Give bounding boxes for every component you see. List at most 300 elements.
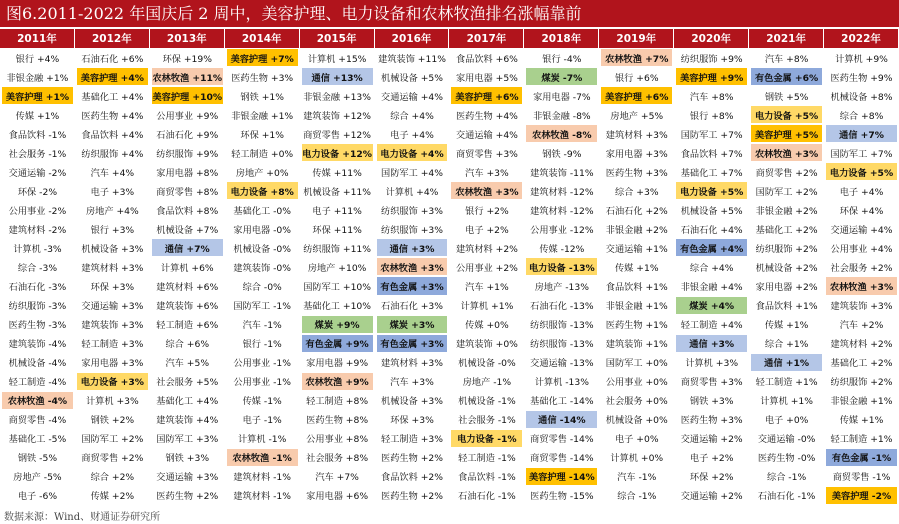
industry-cell: 医药生物 +3% xyxy=(231,72,294,84)
industry-cell: 钢铁 +2% xyxy=(90,415,135,427)
industry-cell: 石油石化 +3% xyxy=(381,301,443,313)
industry-cell: 商贸零售 +3% xyxy=(680,377,743,389)
industry-cell: 纺织服饰 +3% xyxy=(381,205,443,217)
industry-cell: 农林牧渔 +3% xyxy=(377,258,448,275)
industry-cell: 房地产 +5% xyxy=(610,110,664,122)
industry-cell: 基础化工 -0% xyxy=(233,205,291,217)
industry-cell: 农林牧渔 -8% xyxy=(526,125,597,142)
industry-cell: 医药生物 +1% xyxy=(605,320,668,332)
industry-cell: 有色金属 +3% xyxy=(377,277,448,294)
industry-cell: 建筑装饰 +3% xyxy=(830,301,893,313)
industry-cell: 石油石化 +4% xyxy=(680,224,743,236)
industry-cell: 环保 +11% xyxy=(312,224,362,236)
industry-cell: 纺织服饰 +2% xyxy=(830,377,893,389)
industry-cell: 农林牧渔 +11% xyxy=(152,68,223,85)
industry-cell: 轻工制造 +4% xyxy=(680,320,743,332)
industry-cell: 银行 +2% xyxy=(465,205,509,217)
industry-cell: 电子 +0% xyxy=(764,415,809,427)
industry-cell: 传媒 +1% xyxy=(764,320,809,332)
industry-cell: 美容护理 -2% xyxy=(826,487,897,504)
industry-cell: 环保 +3% xyxy=(90,282,135,293)
column-header-year: 2012年 xyxy=(75,29,150,48)
industry-cell: 公用事业 +9% xyxy=(156,110,219,122)
industry-cell: 通信 +3% xyxy=(377,239,448,256)
industry-cell: 医药生物 +2% xyxy=(381,453,443,465)
industry-cell: 建筑材料 +3% xyxy=(381,358,443,370)
column-header-year: 2016年 xyxy=(375,29,450,48)
industry-cell: 房地产 -13% xyxy=(534,282,589,293)
industry-cell: 电子 +11% xyxy=(312,205,362,217)
industry-cell: 基础化工 +10% xyxy=(303,301,372,313)
industry-cell: 交通运输 +4% xyxy=(455,129,518,141)
industry-cell: 食品饮料 +1% xyxy=(605,282,668,293)
industry-cell: 轻工制造 +1% xyxy=(755,377,818,389)
industry-cell: 美容护理 +10% xyxy=(152,87,223,104)
industry-cell: 非银金融 -8% xyxy=(533,110,591,122)
industry-cell: 食品饮料 -1% xyxy=(8,129,67,141)
industry-cell: 食品饮料 +6% xyxy=(455,53,518,65)
industry-cell: 轻工制造 +3% xyxy=(81,339,144,351)
industry-cell: 机械设备 +0% xyxy=(605,415,668,427)
industry-cell: 医药生物 +8% xyxy=(306,415,369,427)
industry-cell: 机械设备 -0% xyxy=(458,358,516,370)
industry-cell: 石油石化 -1% xyxy=(757,491,816,503)
industry-cell: 汽车 +3% xyxy=(390,377,434,389)
industry-cell: 钢铁 -5% xyxy=(17,453,58,465)
industry-cell: 建筑材料 +6% xyxy=(156,282,219,293)
industry-cell: 建筑装饰 -4% xyxy=(8,339,67,351)
industry-cell: 纺织服饰 -13% xyxy=(530,320,594,332)
industry-cell: 银行 -4% xyxy=(542,53,582,65)
industry-cell: 机械设备 +11% xyxy=(303,186,372,198)
industry-cell: 医药生物 -15% xyxy=(530,491,594,503)
industry-cell: 公用事业 -2% xyxy=(8,205,67,217)
industry-cell: 商贸零售 -14% xyxy=(530,453,594,465)
industry-cell: 非银金融 +1% xyxy=(605,301,668,313)
industry-cell: 基础化工 +7% xyxy=(680,167,743,179)
industry-cell: 商贸零售 -4% xyxy=(8,415,67,427)
industry-cell: 交通运输 +3% xyxy=(156,472,219,484)
industry-cell: 轻工制造 +3% xyxy=(381,434,443,446)
industry-cell: 银行 +4% xyxy=(15,53,60,65)
industry-cell: 医药生物 +2% xyxy=(381,491,443,503)
column-header-year: 2022年 xyxy=(824,29,899,48)
industry-cell: 商贸零售 +8% xyxy=(156,186,219,198)
industry-cell: 国防军工 +10% xyxy=(303,282,372,293)
industry-cell: 医药生物 +3% xyxy=(605,167,668,179)
industry-cell: 国防军工 -1% xyxy=(233,301,291,313)
industry-cell: 电子 -1% xyxy=(242,415,282,427)
industry-cell: 机械设备 +3% xyxy=(381,396,443,408)
industry-cell: 建筑装饰 +0% xyxy=(455,339,518,351)
industry-cell: 综合 +3% xyxy=(614,186,659,198)
industry-cell: 国防军工 +3% xyxy=(156,434,219,446)
industry-cell: 食品饮料 +7% xyxy=(680,148,743,160)
industry-cell: 轻工制造 -1% xyxy=(458,453,516,465)
industry-cell: 机械设备 +8% xyxy=(830,91,893,103)
industry-cell: 钢铁 +1% xyxy=(240,91,284,103)
ranking-table xyxy=(0,29,899,505)
industry-cell: 美容护理 +6% xyxy=(451,87,522,104)
column-header-year: 2013年 xyxy=(150,29,225,48)
industry-cell: 建筑材料 +3% xyxy=(605,129,668,141)
industry-cell: 汽车 +8% xyxy=(689,91,734,103)
industry-cell: 美容护理 +7% xyxy=(227,49,298,66)
industry-cell: 计算机 -1% xyxy=(238,434,287,446)
industry-cell: 建筑材料 -12% xyxy=(530,205,594,217)
industry-cell: 计算机 +0% xyxy=(610,453,664,465)
industry-cell: 环保 +3% xyxy=(390,415,434,427)
industry-cell: 纺织服饰 +2% xyxy=(755,243,818,255)
industry-cell: 医药生物 -0% xyxy=(757,453,816,465)
industry-cell: 公用事业 -12% xyxy=(530,224,594,236)
industry-cell: 环保 -2% xyxy=(17,186,58,198)
industry-cell: 基础化工 -14% xyxy=(530,396,594,408)
industry-cell: 汽车 +3% xyxy=(465,167,509,179)
industry-cell: 传媒 +0% xyxy=(465,320,509,332)
industry-cell: 纺织服饰 +4% xyxy=(81,148,144,160)
industry-cell: 国防军工 +2% xyxy=(81,434,144,446)
industry-cell: 汽车 +2% xyxy=(839,320,884,332)
industry-cell: 商贸零售 +2% xyxy=(81,453,144,465)
industry-cell: 美容护理 +9% xyxy=(676,68,747,85)
industry-cell: 公用事业 +2% xyxy=(455,262,518,274)
industry-cell: 综合 +4% xyxy=(390,110,434,122)
industry-cell: 汽车 +1% xyxy=(465,282,509,293)
industry-cell: 食品饮料 +2% xyxy=(381,472,443,484)
industry-cell: 煤炭 +9% xyxy=(302,316,373,333)
industry-cell: 医药生物 +2% xyxy=(156,491,219,503)
industry-cell: 家用电器 +9% xyxy=(306,358,369,370)
industry-cell: 银行 +6% xyxy=(614,72,659,84)
industry-cell: 石油石化 -3% xyxy=(8,282,67,293)
industry-cell: 建筑装饰 +11% xyxy=(378,53,446,65)
industry-cell: 家用电器 +2% xyxy=(755,282,818,293)
industry-cell: 通信 +3% xyxy=(676,335,747,352)
industry-cell: 房地产 +0% xyxy=(235,167,289,179)
industry-cell: 综合 +2% xyxy=(90,472,135,484)
industry-cell: 食品饮料 +1% xyxy=(755,301,818,313)
industry-cell: 国防军工 +4% xyxy=(381,167,443,179)
industry-cell: 汽车 +8% xyxy=(764,53,809,65)
industry-cell: 环保 +1% xyxy=(240,129,284,141)
industry-cell: 建筑材料 +2% xyxy=(455,243,518,255)
industry-cell: 美容护理 +1% xyxy=(2,87,73,104)
industry-cell: 轻工制造 +8% xyxy=(306,396,369,408)
industry-cell: 电力设备 +5% xyxy=(826,163,897,180)
industry-cell: 电力设备 +4% xyxy=(377,144,448,161)
industry-cell: 建筑材料 -2% xyxy=(8,224,67,236)
industry-cell: 医药生物 +4% xyxy=(81,110,144,122)
industry-cell: 轻工制造 +0% xyxy=(231,148,294,160)
industry-cell: 机械设备 -0% xyxy=(233,243,291,255)
industry-cell: 通信 +13% xyxy=(302,68,373,85)
industry-cell: 纺织服饰 -3% xyxy=(8,301,67,313)
industry-cell: 计算机 +6% xyxy=(160,262,214,274)
industry-cell: 综合 +8% xyxy=(839,110,884,122)
industry-cell: 计算机 -13% xyxy=(534,377,589,389)
industry-cell: 交通运输 +2% xyxy=(680,491,743,503)
industry-cell: 有色金属 +6% xyxy=(751,68,822,85)
industry-cell: 轻工制造 +6% xyxy=(156,320,219,332)
industry-cell: 美容护理 +4% xyxy=(77,68,148,85)
industry-cell: 通信 +7% xyxy=(152,239,223,256)
industry-cell: 汽车 -1% xyxy=(242,320,282,332)
industry-cell: 房地产 +4% xyxy=(85,205,139,217)
industry-cell: 机械设备 +7% xyxy=(156,224,219,236)
industry-cell: 钢铁 +3% xyxy=(689,396,734,408)
industry-cell: 电子 +0% xyxy=(614,434,659,446)
industry-cell: 电子 -6% xyxy=(17,491,58,503)
column-header-year: 2020年 xyxy=(674,29,749,48)
industry-cell: 家用电器 +3% xyxy=(81,358,144,370)
industry-cell: 银行 -1% xyxy=(242,339,282,351)
industry-cell: 轻工制造 +1% xyxy=(830,434,893,446)
industry-cell: 传媒 +2% xyxy=(90,491,135,503)
industry-cell: 交通运输 +3% xyxy=(81,301,144,313)
industry-cell: 电子 +2% xyxy=(689,453,734,465)
industry-cell: 建筑装饰 +3% xyxy=(81,320,144,332)
industry-cell: 非银金融 +4% xyxy=(680,282,743,293)
industry-cell: 商贸零售 +12% xyxy=(303,129,372,141)
industry-cell: 国防军工 +0% xyxy=(605,358,668,370)
industry-cell: 电子 +3% xyxy=(90,186,135,198)
industry-cell: 商贸零售 +2% xyxy=(755,167,818,179)
industry-cell: 社会服务 +8% xyxy=(306,453,369,465)
industry-cell: 公用事业 -1% xyxy=(233,377,291,389)
industry-cell: 家用电器 +8% xyxy=(156,167,219,179)
industry-cell: 传媒 +1% xyxy=(839,415,884,427)
industry-cell: 建筑材料 -12% xyxy=(530,186,594,198)
industry-cell: 电力设备 -1% xyxy=(451,430,522,447)
industry-cell: 社会服务 -1% xyxy=(8,148,67,160)
industry-cell: 农林牧渔 -1% xyxy=(227,449,298,466)
industry-cell: 建筑装饰 +6% xyxy=(156,301,219,313)
industry-cell: 传媒 +1% xyxy=(614,262,659,274)
industry-cell: 石油石化 +6% xyxy=(81,53,144,65)
industry-cell: 计算机 +4% xyxy=(385,186,439,198)
industry-cell: 国防军工 +7% xyxy=(830,148,893,160)
industry-cell: 钢铁 -9% xyxy=(542,148,582,160)
industry-cell: 食品饮料 +8% xyxy=(156,205,219,217)
industry-cell: 食品饮料 -1% xyxy=(458,472,516,484)
industry-cell: 机械设备 +3% xyxy=(81,243,144,255)
industry-cell: 建筑装饰 +1% xyxy=(605,339,668,351)
industry-cell: 商贸零售 +3% xyxy=(455,148,518,160)
column-header-year: 2019年 xyxy=(599,29,674,48)
industry-cell: 钢铁 +5% xyxy=(764,91,809,103)
industry-cell: 机械设备 -1% xyxy=(458,396,516,408)
industry-cell: 交通运输 +4% xyxy=(381,91,443,103)
industry-cell: 农林牧渔 +3% xyxy=(751,144,822,161)
industry-cell: 石油石化 +9% xyxy=(156,129,219,141)
industry-cell: 美容护理 -14% xyxy=(526,468,597,485)
column-header-year: 2021年 xyxy=(749,29,824,48)
industry-cell: 传媒 -1% xyxy=(242,396,282,408)
industry-cell: 建筑材料 -1% xyxy=(233,491,291,503)
industry-cell: 公用事业 +8% xyxy=(306,434,369,446)
industry-cell: 交通运输 -2% xyxy=(8,167,67,179)
industry-cell: 房地产 +10% xyxy=(307,262,367,274)
industry-cell: 煤炭 +3% xyxy=(377,316,448,333)
industry-cell: 农林牧渔 -4% xyxy=(2,392,73,409)
industry-cell: 机械设备 +5% xyxy=(381,72,443,84)
industry-cell: 综合 -1% xyxy=(617,491,657,503)
industry-cell: 非银金融 +13% xyxy=(303,91,372,103)
industry-cell: 环保 +4% xyxy=(839,205,884,217)
industry-cell: 煤炭 -7% xyxy=(526,68,597,85)
industry-cell: 医药生物 +9% xyxy=(830,72,893,84)
industry-cell: 机械设备 +5% xyxy=(680,205,743,217)
industry-cell: 商贸零售 -14% xyxy=(530,434,594,446)
industry-cell: 交通运输 +2% xyxy=(680,434,743,446)
industry-cell: 非银金融 +1% xyxy=(231,110,294,122)
industry-cell: 非银金融 +1% xyxy=(830,396,893,408)
industry-cell: 计算机 +1% xyxy=(760,396,813,408)
industry-cell: 银行 +3% xyxy=(90,224,135,236)
industry-cell: 综合 +6% xyxy=(165,339,210,351)
industry-cell: 计算机 +9% xyxy=(835,53,888,65)
column-header-year: 2018年 xyxy=(524,29,599,48)
industry-cell: 建筑材料 -1% xyxy=(233,472,291,484)
industry-cell: 石油石化 -13% xyxy=(530,301,594,313)
industry-cell: 汽车 +4% xyxy=(90,167,135,179)
industry-cell: 国防军工 +2% xyxy=(755,186,818,198)
industry-cell: 建筑装饰 -0% xyxy=(233,262,291,274)
industry-cell: 钢铁 +3% xyxy=(165,453,210,465)
industry-cell: 计算机 +15% xyxy=(307,53,367,65)
industry-cell: 银行 +8% xyxy=(689,110,734,122)
industry-cell: 有色金属 +3% xyxy=(377,335,448,352)
industry-cell: 有色金属 +9% xyxy=(302,335,373,352)
industry-cell: 公用事业 +4% xyxy=(830,243,893,255)
industry-cell: 社会服务 -1% xyxy=(458,415,516,427)
industry-cell: 综合 -3% xyxy=(17,262,58,274)
industry-cell: 基础化工 +2% xyxy=(830,358,893,370)
industry-cell: 机械设备 +2% xyxy=(755,262,818,274)
industry-cell: 纺织服饰 +9% xyxy=(680,53,743,65)
industry-cell: 交通运输 -0% xyxy=(757,434,816,446)
industry-cell: 食品饮料 +4% xyxy=(81,129,144,141)
industry-cell: 综合 +4% xyxy=(689,262,734,274)
industry-cell: 机械设备 -4% xyxy=(8,358,67,370)
industry-cell: 电力设备 -13% xyxy=(526,258,597,275)
industry-cell: 国防军工 +7% xyxy=(680,129,743,141)
industry-cell: 综合 -0% xyxy=(242,282,282,293)
page-title: 图6.2011-2022 年国庆后 2 周中，美容护理、电力设备和农林牧渔排名涨幅靠前 xyxy=(0,0,899,27)
industry-cell: 纺织服饰 +3% xyxy=(381,224,443,236)
column-header-year: 2014年 xyxy=(225,29,300,48)
industry-cell: 基础化工 +2% xyxy=(755,224,818,236)
industry-cell: 基础化工 +4% xyxy=(156,396,219,408)
industry-cell: 交通运输 +1% xyxy=(605,243,668,255)
industry-cell: 通信 -14% xyxy=(526,411,597,428)
industry-cell: 医药生物 +3% xyxy=(680,415,743,427)
industry-cell: 计算机 +1% xyxy=(460,301,514,313)
industry-cell: 建筑材料 +2% xyxy=(830,339,893,351)
industry-cell: 传媒 +11% xyxy=(312,167,362,179)
industry-cell: 石油石化 +2% xyxy=(605,205,668,217)
industry-cell: 电力设备 +3% xyxy=(77,373,148,390)
column-header-year: 2017年 xyxy=(449,29,524,48)
industry-cell: 基础化工 +4% xyxy=(81,91,144,103)
source-note: 数据来源：Wind、财通证券研究所 xyxy=(4,512,161,523)
industry-cell: 煤炭 +4% xyxy=(676,297,747,314)
industry-cell: 电子 +4% xyxy=(390,129,434,141)
industry-cell: 农林牧渔 +9% xyxy=(302,373,373,390)
industry-cell: 电子 +2% xyxy=(465,224,509,236)
industry-cell: 公用事业 +0% xyxy=(605,377,668,389)
industry-cell: 交通运输 +4% xyxy=(830,224,893,236)
industry-cell: 家用电器 +3% xyxy=(605,148,668,160)
industry-cell: 轻工制造 -4% xyxy=(8,377,67,389)
industry-cell: 传媒 -12% xyxy=(539,243,585,255)
industry-cell: 公用事业 -1% xyxy=(233,358,291,370)
industry-cell: 非银金融 +1% xyxy=(6,72,69,84)
industry-cell: 纺织服饰 +9% xyxy=(156,148,219,160)
industry-cell: 综合 +1% xyxy=(764,339,809,351)
industry-cell: 基础化工 -5% xyxy=(8,434,67,446)
industry-cell: 交通运输 -13% xyxy=(530,358,594,370)
industry-cell: 电力设备 +5% xyxy=(751,106,822,123)
industry-cell: 环保 +2% xyxy=(689,472,734,484)
industry-cell: 家用电器 -0% xyxy=(233,224,291,236)
industry-cell: 电子 +4% xyxy=(839,186,884,198)
industry-cell: 社会服务 +0% xyxy=(605,396,668,408)
industry-cell: 有色金属 +4% xyxy=(676,239,747,256)
industry-cell: 非银金融 +2% xyxy=(605,224,668,236)
industry-cell: 传媒 +1% xyxy=(15,110,60,122)
industry-cell: 农林牧渔 +3% xyxy=(826,277,897,294)
industry-cell: 环保 +19% xyxy=(162,53,212,65)
industry-cell: 计算机 -3% xyxy=(13,243,62,255)
industry-cell: 农林牧渔 +7% xyxy=(601,49,672,66)
industry-cell: 房地产 -5% xyxy=(13,472,62,484)
column-header-year: 2015年 xyxy=(300,29,375,48)
industry-cell: 非银金融 +2% xyxy=(755,205,818,217)
industry-cell: 家用电器 +6% xyxy=(306,491,369,503)
industry-cell: 医药生物 +4% xyxy=(455,110,518,122)
industry-cell: 家用电器 -7% xyxy=(533,91,591,103)
industry-cell: 有色金属 -1% xyxy=(826,449,897,466)
industry-cell: 建筑装饰 -11% xyxy=(530,167,594,179)
industry-cell: 汽车 +7% xyxy=(315,472,359,484)
industry-cell: 纺织服饰 -13% xyxy=(530,339,594,351)
industry-cell: 农林牧渔 +3% xyxy=(451,182,522,199)
industry-cell: 建筑装饰 +4% xyxy=(156,415,219,427)
industry-cell: 商贸零售 -1% xyxy=(832,472,891,484)
industry-cell: 建筑材料 +3% xyxy=(81,262,144,274)
industry-cell: 纺织服饰 +11% xyxy=(303,243,372,255)
industry-cell: 电力设备 +5% xyxy=(676,182,747,199)
industry-cell: 石油石化 -1% xyxy=(458,491,516,503)
industry-cell: 汽车 -1% xyxy=(617,472,657,484)
industry-cell: 通信 +1% xyxy=(751,354,822,371)
industry-cell: 建筑装饰 +12% xyxy=(303,110,372,122)
industry-cell: 美容护理 +5% xyxy=(751,125,822,142)
industry-cell: 电力设备 +12% xyxy=(302,144,373,161)
industry-cell: 汽车 +5% xyxy=(165,358,210,370)
industry-cell: 电力设备 +8% xyxy=(227,182,298,199)
industry-cell: 社会服务 +2% xyxy=(830,262,893,274)
industry-cell: 社会服务 +5% xyxy=(156,377,219,389)
industry-cell: 美容护理 +6% xyxy=(601,87,672,104)
industry-cell: 家用电器 +5% xyxy=(455,72,518,84)
industry-cell: 计算机 +3% xyxy=(85,396,139,408)
industry-cell: 计算机 +3% xyxy=(685,358,739,370)
industry-cell: 房地产 -1% xyxy=(462,377,512,389)
industry-cell: 医药生物 -3% xyxy=(8,320,67,332)
